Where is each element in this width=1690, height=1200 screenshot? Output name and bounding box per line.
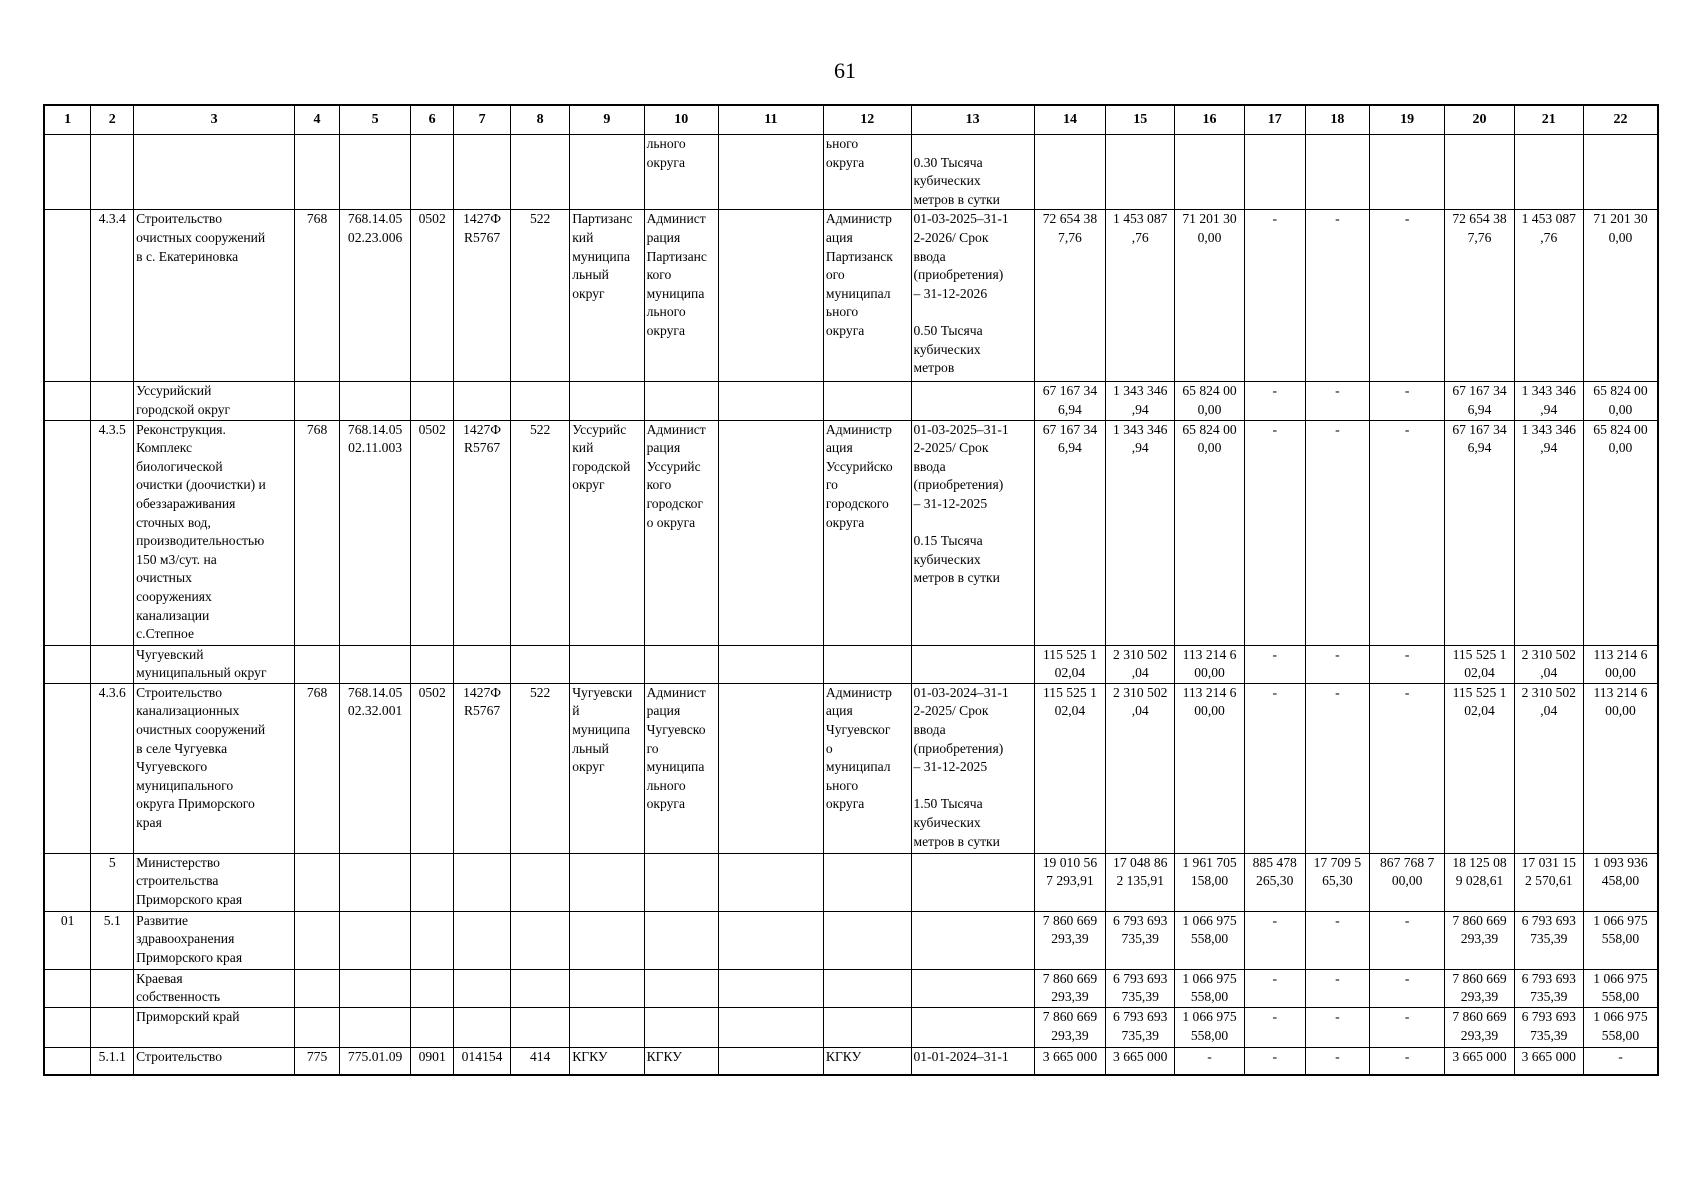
- table-cell-col-14: 7 860 669 293,39: [1034, 911, 1105, 969]
- table-cell-col-16: 1 066 975 558,00: [1175, 911, 1244, 969]
- table-cell-col-3: Реконструкция. Комплекс биологической очистки (доочистки) и обеззараживания сточных вод, производительностью 150 м3/сут. на очистных сооружениях канализации с.Степное: [134, 420, 295, 645]
- table-cell-col-20: [1445, 135, 1514, 210]
- table-cell-col-20: 67 167 34 6,94: [1445, 420, 1514, 645]
- table-row: [44, 1007, 1658, 1047]
- table-cell-col-22: 71 201 30 0,00: [1583, 210, 1658, 382]
- table-cell-col-9: Уссурийс кий городской округ: [570, 420, 644, 645]
- table-cell-col-13: [911, 1007, 1034, 1047]
- table-cell-col-2: [91, 645, 134, 683]
- table-cell-col-8: 522: [511, 683, 570, 853]
- table-cell-col-13: [911, 911, 1034, 969]
- table-cell-col-16: 113 214 6 00,00: [1175, 645, 1244, 683]
- table-cell-col-11: [718, 645, 823, 683]
- table-cell-col-22: 113 214 6 00,00: [1583, 683, 1658, 853]
- table-cell-col-11: [718, 1007, 823, 1047]
- table-cell-col-17: 885 478 265,30: [1244, 853, 1305, 911]
- column-header-7: 7: [454, 105, 511, 135]
- table-cell-col-7: [454, 853, 511, 911]
- table-cell-col-12: Администр ация Уссурийско го городского округа: [823, 420, 911, 645]
- table-cell-col-10: [644, 1007, 718, 1047]
- table-cell-col-1: [44, 135, 91, 210]
- column-header-8: 8: [511, 105, 570, 135]
- table-row: [44, 420, 1658, 645]
- table-cell-col-8: [511, 1007, 570, 1047]
- column-header-12: 12: [823, 105, 911, 135]
- table-cell-col-21: 6 793 693 735,39: [1514, 1007, 1583, 1047]
- table-cell-col-7: [454, 645, 511, 683]
- table-cell-col-17: -: [1244, 1047, 1305, 1075]
- table-cell-col-13: [911, 382, 1034, 420]
- table-cell-col-17: -: [1244, 1007, 1305, 1047]
- table-cell-col-18: 17 709 5 65,30: [1305, 853, 1369, 911]
- table-cell-col-15: 1 343 346 ,94: [1106, 382, 1175, 420]
- table-cell-col-7: 014154: [454, 1047, 511, 1075]
- table-cell-col-9: Чугуевски й муниципа льный округ: [570, 683, 644, 853]
- table-cell-col-1: [44, 683, 91, 853]
- table-cell-col-8: [511, 911, 570, 969]
- table-cell-col-9: [570, 853, 644, 911]
- table-cell-col-20: 67 167 34 6,94: [1445, 382, 1514, 420]
- table-cell-col-22: 65 824 00 0,00: [1583, 382, 1658, 420]
- table-cell-col-13: 01-03-2024–31-1 2-2025/ Срок ввода (приобретения) – 31-12-2025 1.50 Тысяча кубических метров в сутки: [911, 683, 1034, 853]
- table-cell-col-2: 4.3.4: [91, 210, 134, 382]
- table-cell-col-6: [411, 911, 454, 969]
- table-cell-col-16: 71 201 30 0,00: [1175, 210, 1244, 382]
- table-cell-col-14: 115 525 1 02,04: [1034, 645, 1105, 683]
- column-header-20: 20: [1445, 105, 1514, 135]
- table-cell-col-5: 768.14.05 02.32.001: [339, 683, 410, 853]
- table-row: [44, 645, 1658, 683]
- table-cell-col-3: Строительство очистных сооружений в с. Екатериновка: [134, 210, 295, 382]
- table-cell-col-16: 65 824 00 0,00: [1175, 382, 1244, 420]
- table-cell-col-21: 1 453 087 ,76: [1514, 210, 1583, 382]
- table-cell-col-3: Развитие здравоохранения Приморского края: [134, 911, 295, 969]
- table-cell-col-21: [1514, 135, 1583, 210]
- table-cell-col-11: [718, 853, 823, 911]
- table-cell-col-4: 768: [295, 683, 340, 853]
- table-cell-col-10: [644, 645, 718, 683]
- table-cell-col-7: 1427Ф R5767: [454, 210, 511, 382]
- table-cell-col-1: [44, 420, 91, 645]
- table-cell-col-9: Партизанс кий муниципа льный округ: [570, 210, 644, 382]
- table-cell-col-4: [295, 853, 340, 911]
- table-cell-col-22: 65 824 00 0,00: [1583, 420, 1658, 645]
- table-cell-col-21: 6 793 693 735,39: [1514, 911, 1583, 969]
- table-cell-col-5: [339, 645, 410, 683]
- table-cell-col-16: 65 824 00 0,00: [1175, 420, 1244, 645]
- table-cell-col-13: [911, 853, 1034, 911]
- table-cell-col-8: [511, 853, 570, 911]
- table-cell-col-8: 522: [511, 210, 570, 382]
- table-cell-col-15: [1106, 135, 1175, 210]
- table-cell-col-21: 2 310 502 ,04: [1514, 683, 1583, 853]
- page-number: 61: [834, 58, 856, 83]
- table-cell-col-10: [644, 382, 718, 420]
- table-cell-col-14: [1034, 135, 1105, 210]
- table-cell-col-7: [454, 911, 511, 969]
- table-cell-col-14: 72 654 38 7,76: [1034, 210, 1105, 382]
- table-cell-col-13: 01-01-2024–31-1: [911, 1047, 1034, 1075]
- table-cell-col-12: [823, 969, 911, 1007]
- table-cell-col-10: [644, 911, 718, 969]
- table-cell-col-18: -: [1305, 420, 1369, 645]
- column-header-17: 17: [1244, 105, 1305, 135]
- table-cell-col-2: [91, 1007, 134, 1047]
- table-cell-col-15: 2 310 502 ,04: [1106, 645, 1175, 683]
- table-row: [44, 683, 1658, 853]
- table-cell-col-8: 522: [511, 420, 570, 645]
- table-cell-col-10: Админист рация Чугуевско го муниципа льного округа: [644, 683, 718, 853]
- table-cell-col-15: 2 310 502 ,04: [1106, 683, 1175, 853]
- table-row: [44, 382, 1658, 420]
- table-cell-col-7: [454, 135, 511, 210]
- column-header-4: 4: [295, 105, 340, 135]
- table-cell-col-6: [411, 135, 454, 210]
- column-header-19: 19: [1369, 105, 1444, 135]
- table-cell-col-7: 1427Ф R5767: [454, 420, 511, 645]
- table-cell-col-22: 1 066 975 558,00: [1583, 911, 1658, 969]
- table-cell-col-13: [911, 969, 1034, 1007]
- header-row: [44, 105, 1658, 135]
- table-cell-col-20: 72 654 38 7,76: [1445, 210, 1514, 382]
- table-cell-col-6: [411, 645, 454, 683]
- table-cell-col-4: [295, 135, 340, 210]
- table-cell-col-12: [823, 853, 911, 911]
- table-cell-col-3: Министерство строительства Приморского края: [134, 853, 295, 911]
- column-header-22: 22: [1583, 105, 1658, 135]
- table-cell-col-22: 113 214 6 00,00: [1583, 645, 1658, 683]
- table-cell-col-4: 775: [295, 1047, 340, 1075]
- table-cell-col-1: [44, 210, 91, 382]
- table-cell-col-20: 7 860 669 293,39: [1445, 1007, 1514, 1047]
- table-cell-col-4: [295, 382, 340, 420]
- table-cell-col-9: [570, 382, 644, 420]
- table-cell-col-10: Админист рация Уссурийс кого городског о округа: [644, 420, 718, 645]
- column-header-5: 5: [339, 105, 410, 135]
- column-header-9: 9: [570, 105, 644, 135]
- table-cell-col-9: [570, 135, 644, 210]
- column-header-6: 6: [411, 105, 454, 135]
- table-cell-col-16: 113 214 6 00,00: [1175, 683, 1244, 853]
- table-cell-col-12: Администр ация Партизанск ого муниципал ьного округа: [823, 210, 911, 382]
- table-cell-col-5: [339, 135, 410, 210]
- table-cell-col-2: 5.1: [91, 911, 134, 969]
- table-cell-col-18: -: [1305, 645, 1369, 683]
- table-cell-col-9: [570, 911, 644, 969]
- table-cell-col-3: Строительство: [134, 1047, 295, 1075]
- table-cell-col-20: 115 525 1 02,04: [1445, 683, 1514, 853]
- table-cell-col-3: Чугуевский муниципальный округ: [134, 645, 295, 683]
- table-cell-col-9: [570, 1007, 644, 1047]
- table-cell-col-21: 1 343 346 ,94: [1514, 420, 1583, 645]
- table-cell-col-22: [1583, 135, 1658, 210]
- table-cell-col-20: 18 125 08 9 028,61: [1445, 853, 1514, 911]
- table-cell-col-21: 17 031 15 2 570,61: [1514, 853, 1583, 911]
- table-cell-col-11: [718, 135, 823, 210]
- table-cell-col-16: 1 066 975 558,00: [1175, 1007, 1244, 1047]
- table-cell-col-19: 867 768 7 00,00: [1369, 853, 1444, 911]
- table-cell-col-1: [44, 1047, 91, 1075]
- table-cell-col-6: 0502: [411, 210, 454, 382]
- table-cell-col-5: [339, 853, 410, 911]
- table-cell-col-11: [718, 1047, 823, 1075]
- table-cell-col-2: 4.3.6: [91, 683, 134, 853]
- table-cell-col-9: [570, 645, 644, 683]
- table-cell-col-11: [718, 683, 823, 853]
- table-cell-col-14: 7 860 669 293,39: [1034, 1007, 1105, 1047]
- table-cell-col-2: 4.3.5: [91, 420, 134, 645]
- table-cell-col-11: [718, 911, 823, 969]
- table-cell-col-20: 115 525 1 02,04: [1445, 645, 1514, 683]
- table-cell-col-9: [570, 969, 644, 1007]
- table-cell-col-5: 775.01.09: [339, 1047, 410, 1075]
- table-cell-col-12: [823, 911, 911, 969]
- table-cell-col-18: -: [1305, 1007, 1369, 1047]
- table-cell-col-22: -: [1583, 1047, 1658, 1075]
- table-cell-col-6: [411, 382, 454, 420]
- table-cell-col-13: 01-03-2025–31-1 2-2026/ Срок ввода (приобретения) – 31-12-2026 0.50 Тысяча кубических метров: [911, 210, 1034, 382]
- table-cell-col-13: 01-03-2025–31-1 2-2025/ Срок ввода (приобретения) – 31-12-2025 0.15 Тысяча кубических метров в сутки: [911, 420, 1034, 645]
- table-cell-col-19: -: [1369, 1007, 1444, 1047]
- table-cell-col-5: 768.14.05 02.11.003: [339, 420, 410, 645]
- table-cell-col-13: [911, 645, 1034, 683]
- table-cell-col-18: -: [1305, 1047, 1369, 1075]
- table-cell-col-3: Приморский край: [134, 1007, 295, 1047]
- table-cell-col-7: [454, 382, 511, 420]
- table-cell-col-1: 01: [44, 911, 91, 969]
- table-cell-col-8: [511, 382, 570, 420]
- table-cell-col-4: [295, 911, 340, 969]
- table-cell-col-19: -: [1369, 1047, 1444, 1075]
- table-cell-col-3: Уссурийский городской округ: [134, 382, 295, 420]
- table-cell-col-18: [1305, 135, 1369, 210]
- table-cell-col-6: 0502: [411, 420, 454, 645]
- table-row: [44, 210, 1658, 382]
- table-cell-col-8: [511, 969, 570, 1007]
- table-cell-col-10: Админист рация Партизанс кого муниципа льного округа: [644, 210, 718, 382]
- table-row: [44, 135, 1658, 210]
- table-cell-col-18: -: [1305, 210, 1369, 382]
- table-cell-col-13: 0.30 Тысяча кубических метров в сутки: [911, 135, 1034, 210]
- table-cell-col-19: -: [1369, 683, 1444, 853]
- table-cell-col-10: [644, 853, 718, 911]
- table-cell-col-3: Краевая собственность: [134, 969, 295, 1007]
- table-cell-col-18: -: [1305, 683, 1369, 853]
- table-cell-col-17: -: [1244, 420, 1305, 645]
- table-row: [44, 911, 1658, 969]
- column-header-2: 2: [91, 105, 134, 135]
- table-cell-col-15: 17 048 86 2 135,91: [1106, 853, 1175, 911]
- table-cell-col-10: [644, 969, 718, 1007]
- table-cell-col-14: 115 525 1 02,04: [1034, 683, 1105, 853]
- table-cell-col-19: -: [1369, 210, 1444, 382]
- table-cell-col-5: [339, 1007, 410, 1047]
- table-cell-col-2: [91, 382, 134, 420]
- table-cell-col-7: 1427Ф R5767: [454, 683, 511, 853]
- table-cell-col-19: -: [1369, 382, 1444, 420]
- table-cell-col-16: [1175, 135, 1244, 210]
- table-cell-col-12: [823, 1007, 911, 1047]
- table-cell-col-6: [411, 853, 454, 911]
- table-cell-col-21: 2 310 502 ,04: [1514, 645, 1583, 683]
- table-cell-col-1: [44, 382, 91, 420]
- table-cell-col-11: [718, 210, 823, 382]
- table-cell-col-12: ьного округа: [823, 135, 911, 210]
- table-row: [44, 1047, 1658, 1075]
- table-cell-col-2: [91, 969, 134, 1007]
- table-cell-col-2: [91, 135, 134, 210]
- table-cell-col-17: -: [1244, 382, 1305, 420]
- table-cell-col-1: [44, 645, 91, 683]
- table-cell-col-15: 1 343 346 ,94: [1106, 420, 1175, 645]
- table-cell-col-14: 7 860 669 293,39: [1034, 969, 1105, 1007]
- table-cell-col-4: 768: [295, 420, 340, 645]
- table-cell-col-17: [1244, 135, 1305, 210]
- table-cell-col-4: [295, 969, 340, 1007]
- table-cell-col-20: 7 860 669 293,39: [1445, 969, 1514, 1007]
- table-cell-col-5: [339, 382, 410, 420]
- table-cell-col-18: -: [1305, 911, 1369, 969]
- column-header-3: 3: [134, 105, 295, 135]
- table-cell-col-12: [823, 645, 911, 683]
- table-cell-col-22: 1 066 975 558,00: [1583, 969, 1658, 1007]
- table-cell-col-5: [339, 969, 410, 1007]
- table-cell-col-17: -: [1244, 645, 1305, 683]
- investment-table: [43, 104, 1659, 1076]
- table-cell-col-21: 6 793 693 735,39: [1514, 969, 1583, 1007]
- table-cell-col-21: 3 665 000: [1514, 1047, 1583, 1075]
- table-cell-col-14: 19 010 56 7 293,91: [1034, 853, 1105, 911]
- table-cell-col-20: 3 665 000: [1445, 1047, 1514, 1075]
- table-cell-col-22: 1 066 975 558,00: [1583, 1007, 1658, 1047]
- table-cell-col-11: [718, 420, 823, 645]
- table-cell-col-11: [718, 382, 823, 420]
- table-cell-col-15: 1 453 087 ,76: [1106, 210, 1175, 382]
- table-cell-col-8: [511, 135, 570, 210]
- table-cell-col-19: -: [1369, 911, 1444, 969]
- table-cell-col-20: 7 860 669 293,39: [1445, 911, 1514, 969]
- table-cell-col-10: КГКУ: [644, 1047, 718, 1075]
- column-header-18: 18: [1305, 105, 1369, 135]
- table-cell-col-3: [134, 135, 295, 210]
- table-cell-col-17: -: [1244, 683, 1305, 853]
- table-cell-col-18: -: [1305, 382, 1369, 420]
- table-cell-col-15: 6 793 693 735,39: [1106, 911, 1175, 969]
- table-cell-col-9: КГКУ: [570, 1047, 644, 1075]
- table-cell-col-4: 768: [295, 210, 340, 382]
- table-cell-col-17: -: [1244, 911, 1305, 969]
- table-cell-col-15: 6 793 693 735,39: [1106, 1007, 1175, 1047]
- table-cell-col-22: 1 093 936 458,00: [1583, 853, 1658, 911]
- table-cell-col-19: [1369, 135, 1444, 210]
- table-cell-col-8: [511, 645, 570, 683]
- table-cell-col-1: [44, 853, 91, 911]
- table-cell-col-17: -: [1244, 210, 1305, 382]
- table-cell-col-12: Администр ация Чугуевског о муниципал ьного округа: [823, 683, 911, 853]
- table-cell-col-6: 0901: [411, 1047, 454, 1075]
- table-cell-col-6: [411, 969, 454, 1007]
- table-cell-col-16: -: [1175, 1047, 1244, 1075]
- table-cell-col-7: [454, 969, 511, 1007]
- table-cell-col-1: [44, 1007, 91, 1047]
- table-cell-col-11: [718, 969, 823, 1007]
- table-cell-col-12: КГКУ: [823, 1047, 911, 1075]
- column-header-11: 11: [718, 105, 823, 135]
- table-cell-col-19: -: [1369, 420, 1444, 645]
- table-cell-col-3: Строительство канализационных очистных сооружений в селе Чугуевка Чугуевского муниципального округа Приморского края: [134, 683, 295, 853]
- table-cell-col-14: 67 167 34 6,94: [1034, 382, 1105, 420]
- table-cell-col-14: 67 167 34 6,94: [1034, 420, 1105, 645]
- table-cell-col-17: -: [1244, 969, 1305, 1007]
- column-header-10: 10: [644, 105, 718, 135]
- column-header-13: 13: [911, 105, 1034, 135]
- column-header-1: 1: [44, 105, 91, 135]
- table-cell-col-2: 5.1.1: [91, 1047, 134, 1075]
- table-cell-col-8: 414: [511, 1047, 570, 1075]
- column-header-14: 14: [1034, 105, 1105, 135]
- table-cell-col-1: [44, 969, 91, 1007]
- table-cell-col-18: -: [1305, 969, 1369, 1007]
- column-header-16: 16: [1175, 105, 1244, 135]
- table-cell-col-10: льного округа: [644, 135, 718, 210]
- table-row: [44, 969, 1658, 1007]
- table-cell-col-2: 5: [91, 853, 134, 911]
- table-cell-col-4: [295, 1007, 340, 1047]
- table-cell-col-5: 768.14.05 02.23.006: [339, 210, 410, 382]
- table-cell-col-6: 0502: [411, 683, 454, 853]
- table-cell-col-12: [823, 382, 911, 420]
- table-cell-col-21: 1 343 346 ,94: [1514, 382, 1583, 420]
- table-cell-col-15: 6 793 693 735,39: [1106, 969, 1175, 1007]
- table-cell-col-16: 1 066 975 558,00: [1175, 969, 1244, 1007]
- table-cell-col-5: [339, 911, 410, 969]
- table-cell-col-19: -: [1369, 969, 1444, 1007]
- table-cell-col-14: 3 665 000: [1034, 1047, 1105, 1075]
- table-cell-col-16: 1 961 705 158,00: [1175, 853, 1244, 911]
- table-cell-col-6: [411, 1007, 454, 1047]
- table-cell-col-7: [454, 1007, 511, 1047]
- table-row: [44, 853, 1658, 911]
- table-cell-col-15: 3 665 000: [1106, 1047, 1175, 1075]
- column-header-15: 15: [1106, 105, 1175, 135]
- table-cell-col-4: [295, 645, 340, 683]
- column-header-21: 21: [1514, 105, 1583, 135]
- table-cell-col-19: -: [1369, 645, 1444, 683]
